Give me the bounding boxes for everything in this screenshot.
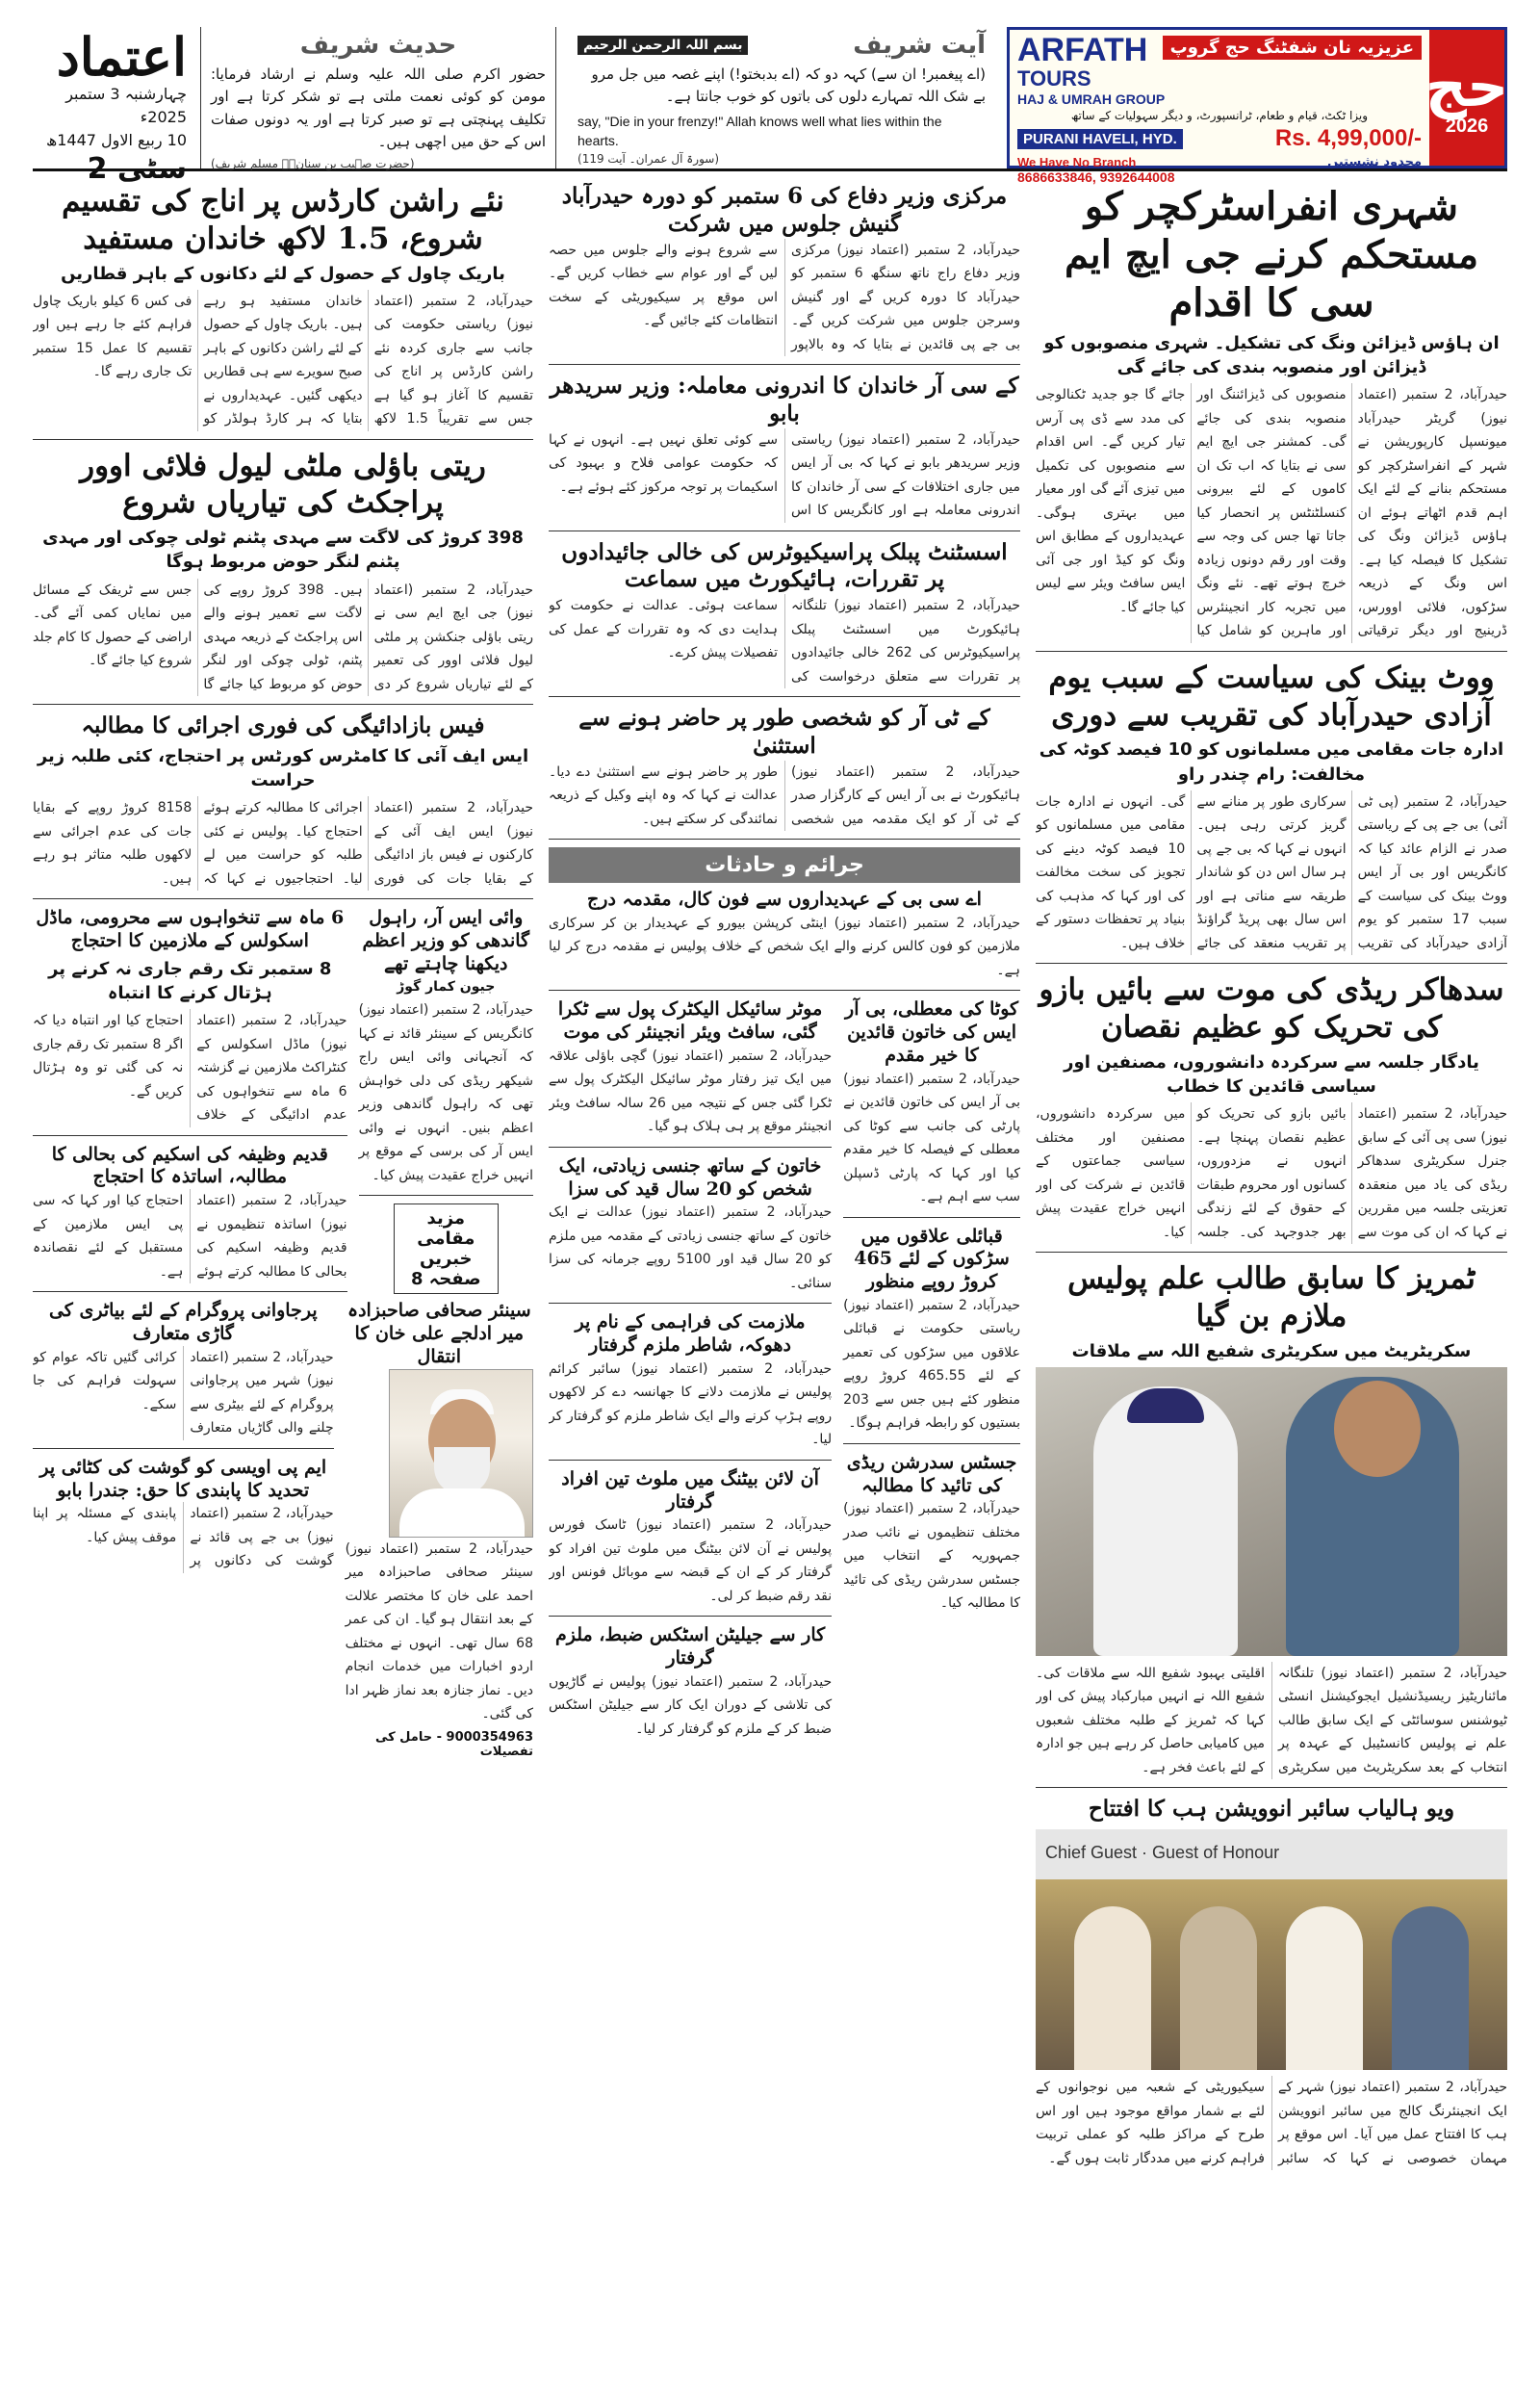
page-number — [33, 152, 187, 186]
cyber-hub-story — [1036, 1796, 1507, 2170]
salary-story — [33, 907, 347, 1135]
date-line: چہارشنبہ 3 ستمبر 2025ء — [65, 85, 187, 126]
obituary-headline: سینئر صحافی صاحبزادہ میر ادلجے علی خان کا انتقال — [346, 1300, 531, 1367]
kcr-story — [549, 373, 1020, 531]
crime-sentence-body: حیدرآباد، 2 ستمبر (اعتماد نیوز) عدالت نے ایک خاتون کے ساتھ جنسی زیادتی کے مقدمہ میں ملزم کو 20 سال قید اور 5100 روپے جرمانہ کی سزا سنائی۔ — [549, 1204, 833, 1291]
kcr-body: حیدرآباد، 2 ستمبر (اعتماد نیوز) ریاستی وزیر سریدھر بابو نے کہا کہ بی آر ایس میں جاری اختلافات کے سی آر خاندان کا اندرونی معاملہ ہے اور کانگریس کا اس سے کوئی تعلق نہیں ہے۔ انہوں نے کہا کہ حکومت عوامی فلاح و بہبود کی اسکیمات پر توجہ مرکوز کئے ہوئے ہے۔ — [549, 431, 1020, 518]
flyover-story — [33, 448, 533, 705]
justice-headline: جسٹس سدرشن ریڈی کی تائید کا مطالبہ — [846, 1451, 1017, 1496]
crime-gelatin-body: حیدرآباد، 2 ستمبر (اعتماد نیوز) پولیس نے گاڑیوں کی تلاشی کے دوران ایک کار سے جیلیٹن اسٹکس ضبط کر کے ملزم کو گرفتار کر لیا۔ — [549, 1673, 833, 1737]
justice-story — [843, 1452, 1020, 1616]
prosecutors-headline: اسسٹنٹ پبلک پراسیکیوٹرس کی خالی جائیدادوں پر تقررات، ہائیکورٹ میں سماعت — [561, 538, 1008, 593]
crime-gelatin-headline: کار سے جیلیٹن اسٹکس ضبط، ملزم گرفتار — [554, 1624, 826, 1669]
masthead-logo-block — [33, 26, 187, 186]
cyber-hub-photo — [1036, 1829, 1507, 2070]
obituary-portrait — [389, 1369, 533, 1538]
left-split — [33, 907, 533, 1300]
ration-headline: نئے راشن کارڈس پر اناج کی تقسیم شروع، 1.5 لاکھ خاندان مستفید — [62, 184, 504, 256]
ration-subheadline: باریک چاول کے حصول کے لئے دکانوں کے باہر قطاریں — [61, 263, 505, 284]
rahul-headline: وائی ایس آر، راہول گاندھی کو وزیر اعظم دیکھنا چاہتے تھے — [362, 907, 530, 974]
kota-body: حیدرآباد، 2 ستمبر (اعتماد نیوز) بی آر ایس کی خاتون قائدین نے پارٹی کی جانب سے کوٹا کی معطلی کے فیصلہ کا خیر مقدم کیا اور کہا کہ پارٹی ڈسپلن سب سے اہم ہے۔ — [843, 1071, 1020, 1204]
defence-minister-headline: مرکزی وزیر دفاع کی 6 ستمبر کو دورہ حیدرآباد گنیش جلوس میں شرکت — [561, 183, 1008, 237]
obituary-contact: 9000354963 - حامل کی تفصیلات — [374, 1729, 533, 1759]
salary-headline: 6 ماہ سے تنخواہوں سے محرومی، ماڈل اسکولس کے ملازمین کا احتجاج — [36, 907, 345, 951]
obituary-body: حیدرآباد، 2 ستمبر (اعتماد نیوز) سینئر صحافی صاحبزادہ میر احمد علی خان کا مختصر علالت کے بعد انتقال ہو گیا۔ ان کی عمر 68 سال تھی۔ انہوں نے مختلف اردو اخبارات میں خدمات انجام دیں۔ نماز جنازہ بعد نماز ظہر ادا کی گئی۔ — [345, 1540, 533, 1722]
crime-accident-body: حیدرآباد، 2 ستمبر (اعتماد نیوز) گچی باؤلی علاقہ میں ایک تیز رفتار موٹر سائیکل الیکٹرک پول سے ٹکرا گئی جس کے نتیجہ میں 26 سالہ سافٹ ویئر انجینئر موقع پر ہی ہلاک ہو گیا۔ — [549, 1048, 833, 1135]
right-column — [1036, 183, 1507, 2383]
crime-job-fraud-story — [549, 1311, 832, 1461]
mid-split-right — [843, 998, 1020, 1741]
police-body: حیدرآباد، 2 ستمبر (اعتماد نیوز) تلنگانہ مائناریٹیز ریسیڈنشیل ایجوکیشنل انسٹی ٹیوشنس سوسائٹی کے ایک سابق طالب علم نے پولیس کانسٹیبل کے عہدہ پر انتخاب کے بعد سکریٹریٹ میں سکریٹری اقلیتی بہبود شفیع اللہ سے ملاقات کی۔ شفیع اللہ نے انہیں مبارکباد پیش کی اور کہا کہ ٹمریز کے طلبہ مختلف شعبوں میں کامیابی حاصل کر رہے ہیں جو ادارہ کے لئے باعث فخر ہے۔ — [1036, 1665, 1507, 1775]
left-split-right — [359, 907, 533, 1300]
crime-acb-headline: اے سی بی کے عہدیداروں سے فون کال، مقدمہ درج — [587, 889, 982, 910]
sudhakar-story — [1036, 971, 1507, 1253]
kcr-headline: کے سی آر خاندان کا اندرونی معاملہ: وزیر سریدھر بابو — [550, 373, 1019, 427]
prosecutors-body: حیدرآباد، 2 ستمبر (اعتماد نیوز) تلنگانہ ہائیکورٹ میں اسسٹنٹ پبلک پراسیکیوٹرس کی 262 خالی جائیدادوں پر تقررات سے متعلق درخواست کی سماعت ہوئی۔ عدالت نے حکومت کو ہدایت دی کہ وہ تقررات کے عمل کی تفصیلات پیش کرے۔ — [549, 598, 1020, 685]
rahul-body: حیدرآباد، 2 ستمبر (اعتماد نیوز) کانگریس کے سینئر قائد نے کہا کہ آنجہانی وائی ایس راج شیکھر ریڈی کی دلی خواہش تھی کہ راہول گاندھی وزیر اعظم بنیں۔ انہوں نے وائی ایس آر کی برسی کے موقع پر انہیں خراج عقیدت پیش کیا۔ — [358, 1002, 533, 1183]
kota-story — [843, 998, 1020, 1217]
rahul-story — [359, 907, 533, 1196]
photo-person-1 — [1074, 1906, 1151, 2070]
pension-headline: قدیم وظیفہ کی اسکیم کی بحالی کا مطالبہ، اساتذہ کا احتجاج — [51, 1143, 328, 1188]
crime-betting-story — [549, 1468, 832, 1618]
photo-person-4 — [1392, 1906, 1469, 2070]
issue-dates — [33, 83, 187, 152]
crime-betting-body: حیدرآباد، 2 ستمبر (اعتماد نیوز) ٹاسک فورس پولیس نے آن لائن بیٹنگ میں ملوث تین افراد کو گرفتار کر کے ان کے قبضہ سے موبائل فونس اور نقد رقم ضبط کر لی۔ — [549, 1517, 833, 1604]
rahul-byline: جیون کمار گوڑ — [397, 979, 496, 996]
crime-section-banner: جرائم و حادثات — [549, 847, 1020, 883]
crime-sentence-story — [549, 1155, 832, 1305]
ghmc-body: حیدرآباد، 2 ستمبر (اعتماد نیوز) گریٹر حیدرآباد میونسپل کارپوریشن نے شہر کے انفراسٹرکچر کو مستحکم بنانے کے لئے ایک اہم قدم اٹھاتے ہوئے ان ہاؤس ڈیزائن ونگ کی تشکیل کا فیصلہ کیا ہے۔ اس ونگ کے ذریعہ سڑکوں، فلائی اوورس، ڈرینیج اور دیگر ترقیاتی منصوبوں کی ڈیزائننگ اور منصوبہ بندی کی جائے گی۔ کمشنر جی ایچ ایم سی نے بتایا کہ اب تک ان کاموں کے لئے بیرونی کنسلٹنٹس پر انحصار کیا جاتا تھا جس کی وجہ سے وقت اور رقم دونوں زیادہ خرچ ہوتے تھے۔ نئے ونگ میں تجربہ کار انجینئرس اور ماہرین کو شامل کیا جائے گا جو جدید ٹکنالوجی کی مدد سے ڈی پی آرس تیار کریں گے۔ اس اقدام سے منصوبوں کی تکمیل میں تیزی آئے گی اور معیار میں بہتری ہوگی۔ عہدیداروں کے مطابق اس ونگ کو کیڈ اور جی آئی ایس سافٹ ویئر سے لیس کیا جائے گا۔ — [1036, 387, 1507, 639]
ktr-headline: کے ٹی آر کو شخصی طور پر حاضر ہونے سے استثنیٰ — [578, 705, 990, 759]
masthead — [33, 26, 1509, 186]
ayat-title: آیت شریف — [853, 31, 986, 60]
crime-sentence-headline: خاتون کے ساتھ جنسی زیادتی، ایک شخص کو 20 سال قید کی سزا — [558, 1154, 822, 1200]
ad-brand-name: ARFATH — [1017, 32, 1148, 68]
left-split-left — [33, 907, 347, 1300]
police-headline: ٹمریز کا سابق طالب علم پولیس ملازم بن گیا — [1067, 1261, 1476, 1333]
salary-subheadline: 8 ستمبر تک رقم جاری نہ کرنے پر ہڑتال کرنے کا انتباہ — [48, 958, 332, 1003]
ration-body: حیدرآباد، 2 ستمبر (اعتماد نیوز) ریاستی حکومت کی جانب سے جاری کردہ نئے راشن کارڈس پر اناج کی تقسیم کا آغاز ہو گیا ہے جس سے تقریباً 1.5 لاکھ خاندان مستفید ہو رہے ہیں۔ باریک چاول کے حصول کے لئے راشن دکانوں کے باہر صبح سویرے سے ہی قطاریں دیکھی گئیں۔ عہدیداروں نے بتایا کہ ہر کارڈ ہولڈر کو فی کس 6 کیلو باریک چاول فراہم کئے جا رہے ہیں اور تقسیم کا عمل 15 ستمبر تک جاری رہے گا۔ — [33, 293, 533, 427]
page-content — [33, 183, 1507, 2383]
pension-body: حیدرآباد، 2 ستمبر (اعتماد نیوز) اساتذہ تنظیموں نے قدیم وظیفہ اسکیم کی بحالی کا مطالبہ کرتے ہوئے احتجاج کیا اور کہا کہ سی پی ایس ملازمین کے مستقبل کے لئے نقصاندہ ہے۔ — [33, 1193, 347, 1280]
salary-body: حیدرآباد، 2 ستمبر (اعتماد نیوز) ماڈل اسکولس کے کنٹراکٹ ملازمین نے گزشتہ 6 ماہ سے تنخواہوں کی عدم ادائیگی کے خلاف احتجاج کیا اور انتباہ دیا کہ اگر 8 ستمبر تک رقم جاری نہ کی گئی تو وہ ہڑتال کریں گے۔ — [33, 1013, 347, 1124]
ayat-title-row — [578, 31, 986, 60]
photo-figure-constable — [1093, 1386, 1238, 1656]
crime-job-fraud-body: حیدرآباد، 2 ستمبر (اعتماد نیوز) سائبر کرائم پولیس نے ملازمت دلانے کا جھانسہ دے کر لاکھوں روپے ہڑپ کرنے والے ایک شاطر ملزم کو گرفتار کر لیا۔ — [549, 1360, 833, 1448]
police-subheadline: سکریٹریٹ میں سکریٹری شفیع اللہ سے ملاقات — [1071, 1340, 1472, 1361]
defence-minister-body: حیدرآباد، 2 ستمبر (اعتماد نیوز) مرکزی وزیر دفاع راج ناتھ سنگھ 6 ستمبر کو حیدرآباد کا دورہ کریں گے اور گنیش وسرجن جلوس میں شرکت کریں گے۔ بی جے پی قائدین نے بتایا کہ وہ بالاپور سے شروع ہونے والے جلوس میں حصہ لیں گے اور عوام سے خطاب کریں گے۔ اس موقع پر سیکیوریٹی کے سخت انتظامات کئے جائیں گے۔ — [549, 242, 1020, 352]
ktr-body: حیدرآباد، 2 ستمبر (اعتماد نیوز) ہائیکورٹ نے بی آر ایس کے کارگزار صدر کے ٹی آر کو ایک مقدمہ میں شخصی طور پر حاضر ہونے سے استثنیٰ دے دیا۔ عدالت نے کہا کہ وہ اپنے وکیل کے ذریعہ نمائندگی کر سکتے ہیں۔ — [549, 764, 1020, 827]
page-number-value: 2 — [87, 152, 108, 186]
arfath-tours-ad[interactable] — [1007, 27, 1509, 185]
crime-acb-story — [549, 889, 1020, 991]
ad-hajj-panel — [1424, 30, 1509, 166]
flyover-headline: ریتی باؤلی ملٹی لیول فلائی اوور پراجکٹ کی تیاریاں شروع — [80, 448, 486, 521]
ayat-box — [570, 27, 993, 168]
kota-headline: کوٹا کی معطلی، بی آر ایس کی خاتون قائدین کا خیر مقدم — [845, 998, 1019, 1066]
battery-vehicle-story — [33, 1300, 334, 1449]
cyber-hub-headline: ویو ہالیاب سائبر انوویشن ہب کا افتتاح — [1088, 1796, 1455, 1823]
battery-vehicle-body: حیدرآباد، 2 ستمبر (اعتماد نیوز) شہر میں پرجاوانی پروگرام کے لئے بیٹری سے چلنے والی گاڑیاں متعارف کرائی گئیں تاکہ عوام کو سہولت فراہم کی جا سکے۔ — [33, 1349, 334, 1436]
justice-body: حیدرآباد، 2 ستمبر (اعتماد نیوز) مختلف تنظیموں نے نائب صدر جمہوریہ کے انتخاب میں جسٹس سدرشن ریڈی کی تائید کا مطالبہ کیا۔ — [843, 1501, 1020, 1612]
sudhakar-subheadline: یادگار جلسہ سے سرکردہ دانشوروں، مصنفین اور سیاسی قائدین کا خطاب — [1064, 1051, 1479, 1097]
fees-subheadline: ایس ایف آئی کا کامٹرس کورٹس پر احتجاج، کئی طلبہ زیر حراست — [37, 745, 529, 790]
defence-minister-story — [549, 183, 1020, 365]
crime-job-fraud-headline: ملازمت کی فراہمی کے نام پر دھوکہ، شاطر ملزم گرفتار — [575, 1311, 806, 1356]
battery-vehicle-headline: پرجاوانی پروگرام کے لئے بیاٹری کی گاڑی متعارف — [48, 1300, 318, 1345]
photo-figure-head — [1334, 1381, 1421, 1477]
ghmc-headline: شہری انفراسٹرکچر کو مستحکم کرنے جی ایچ ایم سی کا اقدام — [1064, 184, 1479, 325]
hijri-date-line: 10 ربیع الاول 1447ھ — [46, 131, 187, 149]
sudhakar-headline: سدھاکر ریڈی کی موت سے بائیں بازو کی تحریک کو عظیم نقصان — [1039, 972, 1504, 1045]
ad-price: Rs. 4,99,000/- — [1274, 125, 1422, 151]
ad-group-label: HAJ & UMRAH GROUP — [1017, 91, 1166, 107]
vote-bank-subheadline: ادارہ جات مقامی میں مسلمانوں کو 10 فیصد کوٹہ کی مخالفت: رام چندر راو — [1039, 739, 1504, 785]
hajj-glyph: حج — [1424, 53, 1509, 120]
ad-row-address — [1017, 125, 1422, 152]
meat-ban-story — [33, 1457, 334, 1573]
hadith-box — [200, 27, 556, 168]
flyover-subheadline: 398 کروڑ کی لاگت سے مہدی پٹنم ٹولی چوکی اور مہدی پٹنم لنگر حوض مربوط ہوگا — [42, 528, 524, 573]
portrait-shirt — [399, 1488, 525, 1537]
prosecutors-story — [549, 539, 1020, 698]
ad-urdu-name: عزیزیہ نان شفٹنگ حج گروپ — [1163, 36, 1422, 60]
crime-accident-headline: موٹر سائیکل الیکٹرک پول سے ٹکرا گئی، سافٹ ویئر انجینئر کی موت — [557, 998, 823, 1043]
more-news-box[interactable]: مزید مقامی خبریں صفحہ 8 — [394, 1204, 499, 1294]
police-photo — [1036, 1367, 1507, 1656]
page-label: سٹی — [116, 152, 187, 186]
obituary-story — [346, 1300, 533, 1758]
fees-body: حیدرآباد، 2 ستمبر (اعتماد نیوز) ایس ایف آئی کے کارکنوں نے فیس باز ادائیگی کے بقایا جات کی فوری اجرائی کا مطالبہ کرتے ہوئے احتجاج کیا۔ پولیس نے کئی طلبہ کو حراست میں لے لیا۔ احتجاجیوں نے کہا کہ 8158 کروڑ روپے کے بقایا جات کی عدم اجرائی سے لاکھوں طلبہ متاثر ہو رہے ہیں۔ — [33, 800, 533, 887]
ad-year: 2026 — [1445, 116, 1489, 137]
ad-tours-label: TOURS — [1017, 66, 1091, 91]
roads-story — [843, 1226, 1020, 1444]
photo-person-3 — [1286, 1906, 1363, 2070]
vote-bank-body: حیدرآباد، 2 ستمبر (پی ٹی آئی) بی جے پی کے ریاستی صدر نے الزام عائد کیا کہ کانگریس اور بی آر ایس ووٹ بینک کی سیاست کے سبب 17 ستمبر کو یوم آزادی حیدرآباد کی تقریب سرکاری طور پر منانے سے گریز کرتی رہی ہیں۔ انہوں نے کہا کہ بی جے پی ہر سال اس دن کو شاندار طریقہ سے مناتی ہے اور اس سال بھی پریڈ گراؤنڈ پر تقریب منعقد کی جائے گی۔ انہوں نے ادارہ جات مقامی میں مسلمانوں کو 10 فیصد کوٹہ دینے کی تجویز کی سخت مخالفت کی اور کہا کہ مذہب کی بنیاد پر تحفظات دستور کے خلاف ہیں۔ — [1036, 793, 1507, 951]
ad-phone[interactable]: 8686633846, 9392644008 — [1017, 169, 1175, 185]
hadith-title: حدیث شریف — [299, 31, 457, 60]
fees-story — [33, 712, 533, 899]
bismillah-label: بسم اللہ الرحمن الرحیم — [578, 36, 748, 55]
ayat-english: say, "Die in your frenzy!" Allah knows well what lies within the hearts. — [578, 114, 942, 148]
ad-limited-seats: محدود نشستیں — [1327, 155, 1422, 169]
ayat-text: (اے پیغمبر! ان سے) کہہ دو کہ (اے بدبختو!) اپنے غصہ میں جل مرو بے شک اللہ تمہارے دلوں کی باتوں کو خوب جانتا ہے۔ — [591, 65, 986, 105]
left-bottom-split — [33, 1300, 533, 1758]
ghmc-story — [1036, 183, 1507, 652]
ayat-source: (سورۃ آل عمران۔ آیت 119) — [578, 152, 720, 167]
left-column — [33, 183, 533, 2383]
mid-split-left — [549, 998, 832, 1741]
vote-bank-headline: ووٹ بینک کی سیاست کے سبب یوم آزادی حیدرآباد کی تقریب سے دوری — [1048, 660, 1495, 733]
ad-branch-note: We Have No Branch — [1017, 155, 1137, 169]
ktr-story — [549, 705, 1020, 840]
left-bottom-left — [33, 1300, 334, 1758]
vote-bank-story — [1036, 660, 1507, 964]
ration-story — [33, 183, 533, 440]
newspaper-logo: اعتماد — [56, 26, 187, 88]
mid-split — [549, 998, 1020, 1741]
roads-body: حیدرآباد، 2 ستمبر (اعتماد نیوز) ریاستی حکومت نے قبائلی علاقوں میں سڑکوں کی تعمیر کے لئے 465.55 کروڑ روپے منظور کئے ہیں جس سے 203 بستیوں کو رابطہ فراہم ہوگا۔ — [843, 1297, 1020, 1432]
crime-accident-story — [549, 998, 832, 1148]
fees-headline: فیس بازادائیگی کی فوری اجرائی کا مطالبہ — [81, 712, 485, 739]
cyber-hub-body: حیدرآباد، 2 ستمبر (اعتماد نیوز) شہر کے ایک انجینئرنگ کالج میں سائبر انوویشن ہب کا افتتاح عمل میں آیا۔ اس موقع پر مہمان خصوصی نے کہا کہ سائبر سیکیوریٹی کے شعبہ میں نوجوانوں کے لئے بے شمار مواقع موجود ہیں اور اس طرح کے مراکز طلبہ کو عملی تربیت فراہم کرنے میں مددگار ثابت ہوں گے۔ — [1036, 2080, 1507, 2166]
ad-row-contact — [1017, 155, 1422, 169]
hadith-source: (حضرت صہیب بن سنانؓ۔ مسلم شریف) — [211, 157, 415, 170]
pension-story — [33, 1144, 347, 1293]
ad-address: PURANI HAVELI, HYD. — [1017, 129, 1183, 149]
hadith-text: حضور اکرم صلی اللہ علیہ وسلم نے ارشاد فرمایا: مومن کو کوئی نعمت ملتی ہے تو شکر کرتا ہے اور تکلیف پہنچتی ہے تو صبر کرتا ہے اور یہ دونوں صفات اس کے حق میں اچھی ہیں۔ — [211, 65, 546, 150]
sudhakar-body: حیدرآباد، 2 ستمبر (اعتماد نیوز) سی پی آئی کے سابق جنرل سکریٹری سدھاکر ریڈی کی یاد میں منعقدہ تعزیتی جلسہ میں مقررین نے کہا کہ ان کی موت سے بائیں بازو کی تحریک کو عظیم نقصان پہنچا ہے۔ انہوں نے مزدوروں، کسانوں اور محروم طبقات کے حقوق کے لئے زندگی بھر جدوجہد کی۔ جلسہ میں سرکردہ دانشوروں، مصنفین اور مختلف سیاسی جماعتوں کے قائدین نے شرکت کی اور انہیں خراج عقیدت پیش کیا۔ — [1036, 1106, 1507, 1240]
photo-event-banner: Chief Guest · Guest of Honour — [1036, 1829, 1507, 1879]
crime-acb-body: حیدرآباد، 2 ستمبر (اعتماد نیوز) اینٹی کرپشن بیورو کے عہدیدار بن کر سرکاری ملازمین کو فون کالس کرنے والے ایک شخص کے خلاف پولیس نے مقدمہ درج کر لیا ہے۔ — [549, 915, 1020, 978]
police-story — [1036, 1260, 1507, 1788]
meat-ban-body: حیدرآباد، 2 ستمبر (اعتماد نیوز) بی جے پی قائد نے گوشت کی دکانوں پر پابندی کے مسئلہ پر اپنا موقف پیش کیا۔ — [33, 1506, 334, 1569]
meat-ban-headline: ایم پی اویسی کو گوشت کی کٹائی پر تحدید کا پابندی کا حق: جندرا بابو — [39, 1456, 327, 1501]
middle-column — [549, 183, 1020, 2383]
crime-betting-headline: آن لائن بیٹنگ میں ملوث تین افراد گرفتار — [561, 1467, 819, 1513]
flyover-body: حیدرآباد، 2 ستمبر (اعتماد نیوز) جی ایچ ایم سی نے ریتی باؤلی جنکشن پر ملٹی لیول فلائی اوور کی تعمیر کے لئے تیاریاں شروع کر دی ہیں۔ 398 کروڑ روپے کی لاگت سے تعمیر ہونے والے اس پراجکٹ کے ذریعہ مہدی پٹنم، ٹولی چوکی اور لنگر حوض کو مربوط کیا جائے گا جس سے ٹریفک کے مسائل میں نمایاں کمی آئے گی۔ اراضی کے حصول کا کام جلد شروع کیا جائے گا۔ — [33, 582, 533, 692]
crime-gelatin-story — [549, 1624, 832, 1741]
ad-description: ویزا ٹکٹ، قیام و طعام، ٹرانسپورٹ، و دیگر سہولیات کے ساتھ — [1070, 109, 1369, 122]
roads-headline: قبائلی علاقوں میں سڑکوں کے لئے 465 کروڑ روپے منظور — [854, 1225, 1010, 1292]
ad-main — [1010, 30, 1429, 185]
ghmc-subheadline: ان ہاؤس ڈیزائن ونگ کی تشکیل۔ شہری منصوبوں کو ڈیزائن اور منصوبہ بندی کی جائے گی — [1043, 333, 1500, 378]
photo-person-2 — [1180, 1906, 1257, 2070]
